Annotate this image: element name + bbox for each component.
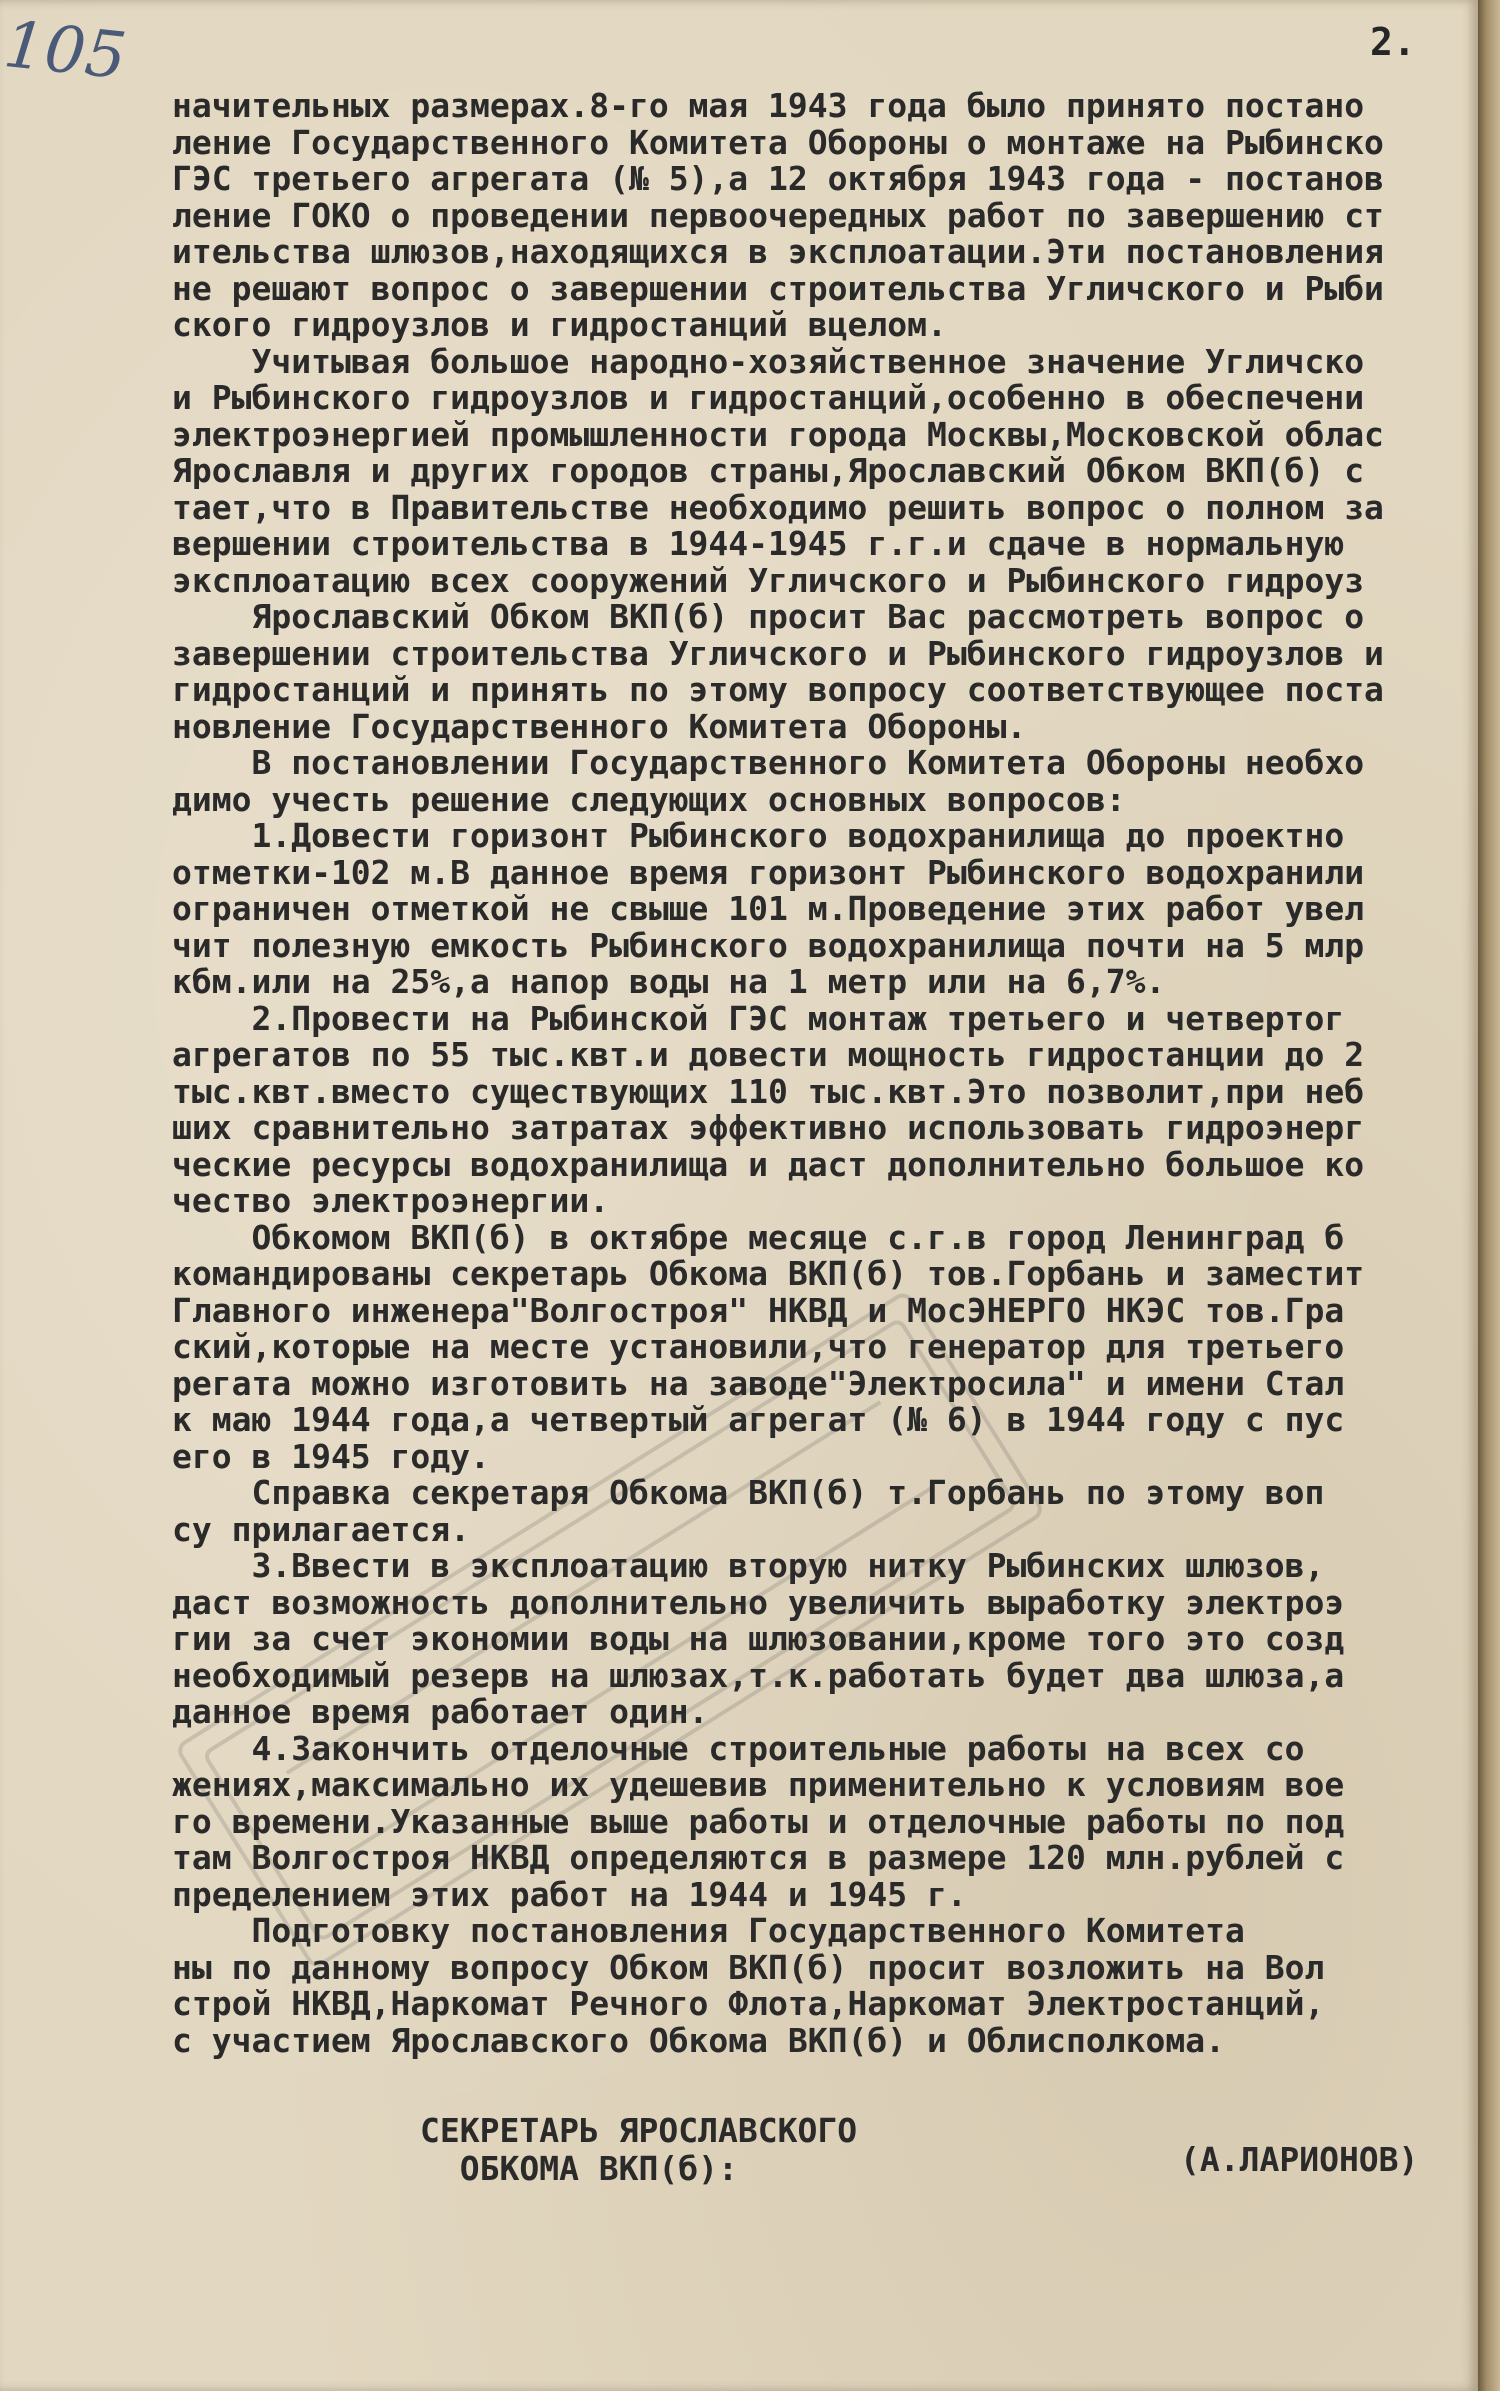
body-line: ших сравнительно затратах эффективно использовать гидроэнерг xyxy=(172,1110,1365,1147)
page-edge-shadow xyxy=(1478,0,1500,2391)
body-line: необходимый резерв на шлюзах,т.к.работать будет два шлюза,а xyxy=(172,1657,1345,1694)
body-line: тает,что в Правительстве необходимо решить вопрос о полном за xyxy=(172,489,1384,526)
body-line: 1.Довести горизонт Рыбинского водохранилища до проектно xyxy=(172,818,1345,855)
body-line: электроэнергией промышленности города Москвы,Московской облас xyxy=(172,416,1384,453)
body-line: 2.Провести на Рыбинской ГЭС монтаж третьего и четвертог xyxy=(172,1000,1345,1037)
body-line: жениях,максимально их удешевив применительно к условиям вое xyxy=(172,1767,1345,1804)
body-line: отметки-102 м.В данное время горизонт Рыбинского водохранили xyxy=(172,854,1365,891)
signature-block xyxy=(420,2112,857,2188)
body-line: су прилагается. xyxy=(172,1511,471,1548)
body-line: командированы секретарь Обкома ВКП(б) тов.Горбань и заместит xyxy=(172,1256,1365,1293)
body-line: пределением этих работ на 1944 и 1945 г. xyxy=(172,1876,967,1913)
body-line: ческие ресурсы водохранилища и даст дополнительно большое ко xyxy=(172,1146,1365,1183)
body-line: строй НКВД,Наркомат Речного Флота,Наркомат Электростанций, xyxy=(172,1986,1325,2023)
body-line: го времени.Указанные выше работы и отделочные работы по под xyxy=(172,1803,1345,1840)
body-line: к маю 1944 года,а четвертый агрегат (№ 6) в 1944 году с пус xyxy=(172,1402,1345,1439)
body-line: даст возможность дополнительно увеличить выработку электроэ xyxy=(172,1584,1345,1621)
body-line: димо учесть решение следующих основных вопросов: xyxy=(172,781,1126,818)
body-line: ительства шлюзов,находящихся в эксплоатации.Эти постановления xyxy=(172,234,1384,271)
body-line: его в 1945 году. xyxy=(172,1438,490,1475)
body-line: завершении строительства Угличского и Рыбинского гидроузлов и xyxy=(172,635,1384,672)
body-line: начительных размерах.8-го мая 1943 года было принято постано xyxy=(172,88,1365,125)
body-line: ГЭС третьего агрегата (№ 5),а 12 октября 1943 года - постанов xyxy=(172,161,1384,198)
body-line: В постановлении Государственного Комитета Обороны необхо xyxy=(172,745,1365,782)
body-line: ны по данному вопросу Обком ВКП(б) просит возложить на Вол xyxy=(172,1949,1325,1986)
page-number: 2. xyxy=(1370,20,1416,64)
body-line: ление ГОКО о проведении первоочередных работ по завершению ст xyxy=(172,197,1384,234)
body-line: Подготовку постановления Государственного Комитета xyxy=(172,1913,1245,1950)
body-line: Учитывая большое народно-хозяйственное значение Угличско xyxy=(172,343,1365,380)
signer-name: (А.ЛАРИОНОВ) xyxy=(1180,2140,1419,2179)
body-line: гидростанций и принять по этому вопросу соответствующее поста xyxy=(172,672,1384,709)
letter-body xyxy=(172,88,1482,2059)
body-line: с участием Ярославского Обкома ВКП(б) и Облисполкома. xyxy=(172,2022,1225,2059)
body-line: ский,которые на месте установили,что генератор для третьего xyxy=(172,1329,1345,1366)
body-line: тыс.квт.вместо существующих 110 тыс.квт.Это позволит,при неб xyxy=(172,1073,1365,1110)
body-line: и Рыбинского гидроузлов и гидростанций,особенно в обеспечени xyxy=(172,380,1365,417)
body-line: ского гидроузлов и гидростанций вцелом. xyxy=(172,307,947,344)
body-line: Обкомом ВКП(б) в октябре месяце с.г.в город Ленинград б xyxy=(172,1219,1345,1256)
body-line: новление Государственного Комитета Обороны. xyxy=(172,708,1027,745)
body-line: Ярославский Обком ВКП(б) просит Вас рассмотреть вопрос о xyxy=(172,599,1365,636)
signature-title-line-2: ОБКОМА ВКП(б): xyxy=(420,2149,738,2188)
archive-page-mark: 105 xyxy=(0,7,130,95)
body-line: 4.Закончить отделочные строительные работы на всех со xyxy=(172,1730,1305,1767)
body-line: кбм.или на 25%,а напор воды на 1 метр или на 6,7%. xyxy=(172,964,1166,1001)
body-line: регата можно изготовить на заводе"Электросила" и имени Стал xyxy=(172,1365,1345,1402)
body-line: Ярославля и других городов страны,Ярославский Обком ВКП(б) с xyxy=(172,453,1365,490)
body-line: гии за счет экономии воды на шлюзовании,кроме того это созд xyxy=(172,1621,1345,1658)
body-line: Главного инженера"Волгостроя" НКВД и МосЭНЕРГО НКЭС тов.Гра xyxy=(172,1292,1345,1329)
body-line: данное время работает один. xyxy=(172,1694,709,1731)
body-line: Справка секретаря Обкома ВКП(б) т.Горбань по этому воп xyxy=(172,1475,1325,1512)
signature-title-line-1: СЕКРЕТАРЬ ЯРОСЛАВСКОГО xyxy=(420,2111,858,2150)
body-line: вершении строительства в 1944-1945 г.г.и сдаче в нормальную xyxy=(172,526,1345,563)
body-line: ограничен отметкой не свыше 101 м.Проведение этих работ увел xyxy=(172,891,1365,928)
body-line: ление Государственного Комитета Обороны о монтаже на Рыбинско xyxy=(172,124,1384,161)
body-line: там Волгостроя НКВД определяются в размере 120 млн.рублей с xyxy=(172,1840,1345,1877)
body-line: чит полезную емкость Рыбинского водохранилища почти на 5 млр xyxy=(172,927,1365,964)
body-line: 3.Ввести в эксплоатацию вторую нитку Рыбинских шлюзов, xyxy=(172,1548,1325,1585)
body-line: агрегатов по 55 тыс.квт.и довести мощность гидростанции до 2 xyxy=(172,1037,1365,1074)
body-line: не решают вопрос о завершении строительства Угличского и Рыби xyxy=(172,270,1384,307)
body-line: эксплоатацию всех сооружений Угличского и Рыбинского гидроуз xyxy=(172,562,1365,599)
body-line: чество электроэнергии. xyxy=(172,1183,610,1220)
